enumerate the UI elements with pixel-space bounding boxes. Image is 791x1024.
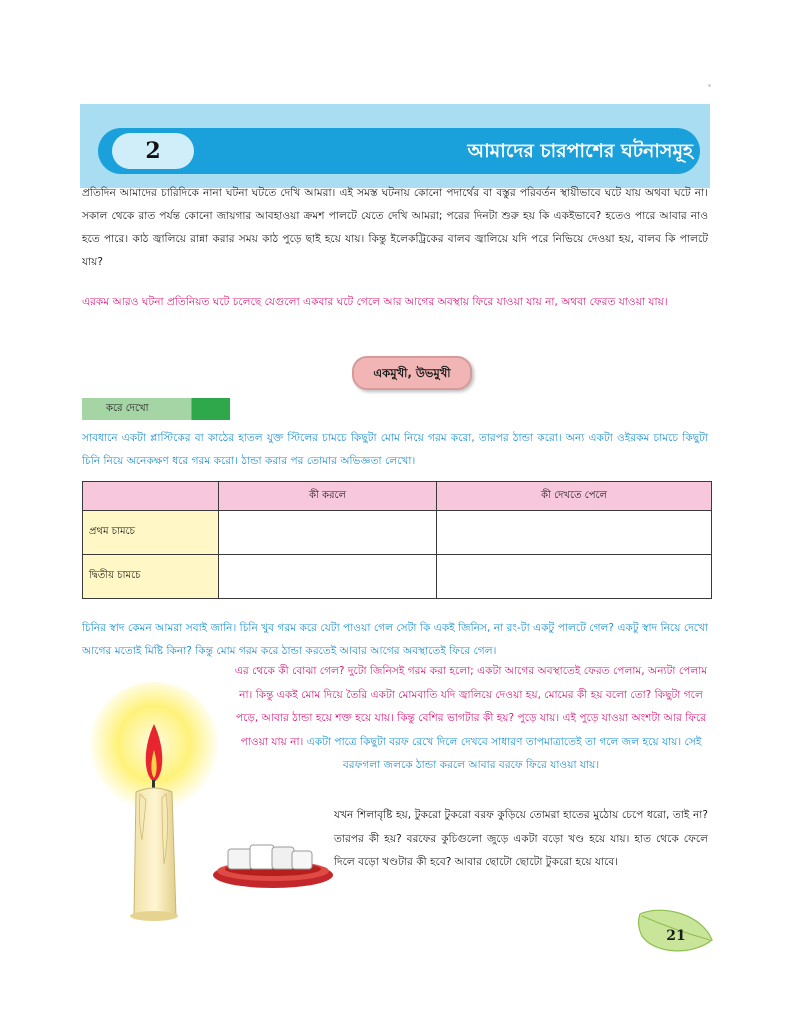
candle-illustration xyxy=(84,680,224,930)
table-row xyxy=(83,511,712,555)
page-number: 21 xyxy=(666,928,686,944)
table-row-label: দ্বিতীয় চামচে xyxy=(83,555,219,599)
table-row-label: প্রথম চামচে xyxy=(83,511,219,555)
page-mark xyxy=(708,84,711,87)
table-cell-saw xyxy=(437,511,712,555)
activity-instructions: সাবধানে একটা প্লাস্টিকের বা কাঠের হাতল যুক্ত স্টিলের চামচে কিছুটা মোম নিয়ে গরম করো, তারপর ঠান্ডা করো। অন্য একটা ওইরকম চামচে কিছুটা চিনি নিয়ে অনেকক্ষণ ধরে গরম করো। ঠান্ডা করার পর তোমার অভিজ্ঞতা লেখো। xyxy=(82,432,708,467)
sugar-paragraph: চিনির স্বাদ কেমন আমরা সবাই জানি। চিনি খুব গরম করে যেটা পাওয়া গেল সেটা কি একই জিনিস, না রং-টা একটু পালটে গেল? একটু স্বাদ নিয়ে দেখো আগের মতোই মিষ্টি কিনা? কিন্তু মোম গরম করে ঠান্ডা করতেই আবার আগের অবস্থাতেই ফিরে গেল। xyxy=(82,622,708,657)
explanation-blue-text: একটা পাত্রে কিছুটা বরফ রেখে দিলে দেখবে সাধারণ তাপমাত্রাতেই তা গলে জল হয়ে যায়। সেই বরফগলা জলকে ঠান্ডা করলে আবার বরফে ফিরে যাওয়া যায়। xyxy=(306,735,702,771)
intro-highlight-paragraph: এরকম আরও ঘটনা প্রতিনিয়ত ঘটে চলেছে যেগুলো একবার ঘটে গেলে আর আগের অবস্থায় ফিরে যাওয়া যায় না, অথবা ফেরত যাওয়া যায়। xyxy=(82,296,668,308)
table-header-cell: কী করলে xyxy=(219,482,437,511)
ice-plate-illustration xyxy=(210,835,336,891)
hail-paragraph: যখন শিলাবৃষ্টি হয়, টুকরো টুকরো বরফ কুড়িয়ে তোমরা হাতের মুঠোয় চেপে ধরো, তাই না? তারপর কী হয়? বরফের কুচিগুলো জুড়ে একটা বড়ো খণ্ড হয়ে যায়। হাত থেকে ফেলে দিলে বড়ো খণ্ডটার কী হবে? আবার ছোটো ছোটো টুকরো হয়ে যাবে। xyxy=(334,809,708,868)
activity-tag xyxy=(82,398,230,420)
table-header-cell xyxy=(83,482,219,511)
chapter-title: আমাদের চারপাশের ঘটনাসমূহ xyxy=(467,140,693,162)
explanation-magenta-text: এর থেকে কী বোঝা গেল? দুটো জিনিসই গরম করা হলো; একটা আগের অবস্থাতেই ফেরত পেলাম, অন্যটা পেলাম না। কিন্তু একই মোম দিয়ে তৈরি একটা মোমবাতি যদি জ্বালিয়ে দেওয়া হয়, মোমের কী হয় বলো তো? কিছুটা গলে পড়ে, আবার ঠান্ডা হয়ে শক্ত হয়ে যায়। কিন্তু বেশির ভাগটার কী হয়? পুড়ে যায়। এই পুড়ে যাওয়া অংশটা আর ফিরে পাওয়া যায় না। xyxy=(234,665,708,748)
chapter-number: 2 xyxy=(112,133,194,169)
intro-paragraph: প্রতিদিন আমাদের চারিদিকে নানা ঘটনা ঘটতে দেখি আমরা। এই সমস্ত ঘটনায় কোনো পদার্থের বা বস্তুর পরিবর্তন স্থায়ীভাবে ঘটে যায় অথবা ঘটে না। সকাল থেকে রাত পর্যন্ত কোনো জায়গার আবহাওয়া ক্রমশ পালটে যেতে দেখি আমরা; পরের দিনটা শুরু হয় কি একইভাবে? হতেও পারে আবার নাও হতে পারে। কাঠ জ্বালিয়ে রান্না করার সময় কাঠ পুড়ে ছাই হয়ে যায়। কিন্তু ইলেকট্রিকের বালব জ্বালিয়ে যদি পরে নিভিয়ে দেওয়া হয়, বালব কি পালটে যায়? xyxy=(82,187,708,268)
activity-tag-label: করে দেখো xyxy=(106,403,149,414)
table-cell-did xyxy=(219,511,437,555)
table-header-cell: কী দেখতে পেলে xyxy=(437,482,712,511)
table-cell-saw xyxy=(437,555,712,599)
table-cell-did xyxy=(219,555,437,599)
section-title: একমুখী, উভমুখী xyxy=(352,356,472,390)
table-header-row xyxy=(83,482,712,511)
table-row xyxy=(83,555,712,599)
observation-table xyxy=(82,481,712,599)
explanation-paragraph xyxy=(234,660,708,778)
